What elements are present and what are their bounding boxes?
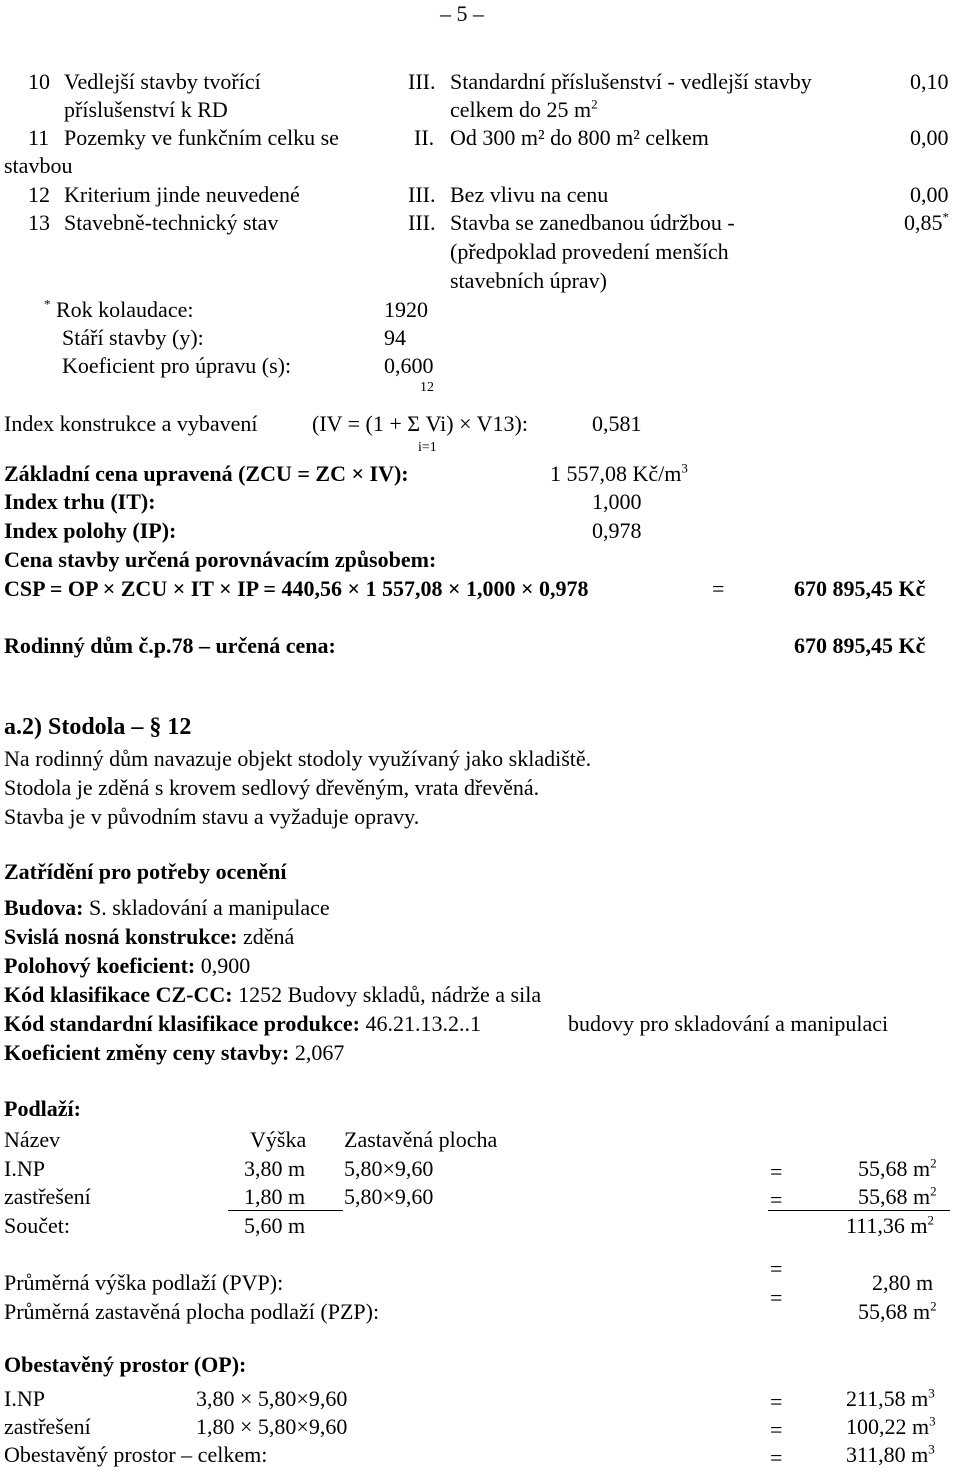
csp-formula: CSP = OP × ZCU × IT × IP = 440,56 × 1 557,08 × 1,000 × 0,978: [4, 576, 589, 601]
sum-upper-limit: 12: [420, 380, 434, 395]
op-heading: Obestavěný prostor (OP):: [4, 1352, 247, 1377]
kod-klasifikace-row: Kód klasifikace CZ-CC: 1252 Budovy skladů, nádrže a sila: [4, 982, 542, 1007]
floor-row-eq: =: [770, 1159, 783, 1184]
floor-row-vyska: 3,80 m: [244, 1156, 306, 1181]
pvp-value: 2,80 m: [872, 1270, 934, 1295]
rok-kolaudace-value: 1920: [384, 297, 428, 322]
cena-stavby-label: Cena stavby určená porovnávacím způsobem:: [4, 547, 437, 572]
criteria-num: 11: [28, 125, 50, 150]
volume-row-calc: 1,80 × 5,80×9,60: [196, 1414, 348, 1439]
volume-row-calc: 3,80 × 5,80×9,60: [196, 1386, 348, 1411]
budova-row: Budova: S. skladování a manipulace: [4, 895, 330, 920]
pzp-value: 55,68 $m^2$: [858, 1298, 937, 1324]
kod-standardni-desc: budovy pro skladování a manipulaci: [568, 1011, 889, 1036]
koeficient-zmeny-row: Koeficient změny ceny stavby: 2,067: [4, 1040, 345, 1065]
rd-cena-label: Rodinný dům č.p.78 – určená cena:: [4, 633, 336, 658]
stodola-heading: a.2) Stodola – § 12: [4, 714, 192, 740]
col-plocha: Zastavěná plocha: [344, 1127, 498, 1152]
volume-row-eq: =: [770, 1417, 783, 1442]
criteria-value: 0,10: [910, 69, 949, 94]
criteria-name: Kriterium jinde neuvedené: [64, 182, 300, 207]
criteria-desc-line2: celkem do 25 $m^2$: [450, 96, 598, 122]
index-trhu-value: 1,000: [592, 489, 642, 514]
criteria-desc: Od 300 m² do 800 m² celkem: [450, 125, 709, 150]
criteria-desc-line2: (předpoklad provedení menších: [450, 239, 729, 264]
floor-row-value: 55,68 $m^2$: [858, 1155, 937, 1181]
floor-row-plocha: 5,80×9,60: [344, 1156, 434, 1181]
csp-value: 670 895,45 Kč: [794, 576, 926, 601]
criteria-name-line2: příslušenství k RD: [64, 97, 228, 122]
criteria-num: 12: [28, 182, 50, 207]
volume-row-value: 100,22 $m^3$: [846, 1413, 936, 1439]
sum-divider-vyska: [228, 1210, 343, 1211]
volume-row-value: 211,58 $m^3$: [846, 1385, 935, 1411]
koeficient-uprava-value: 0,600: [384, 353, 434, 378]
criteria-desc: Bez vlivu na cenu: [450, 182, 609, 207]
stodola-paragraph: Na rodinný dům navazuje objekt stodoly využívaný jako skladiště.: [4, 746, 592, 771]
floor-row-name: zastřešení: [4, 1184, 91, 1209]
stodola-paragraph: Stavba je v původním stavu a vyžaduje opravy.: [4, 804, 420, 829]
floor-row-vyska: 1,80 m: [244, 1184, 306, 1209]
criteria-name-line2: stavbou: [4, 153, 73, 178]
col-nazev: Název: [4, 1127, 61, 1152]
pzp-label: Průměrná zastavěná plocha podlaží (PZP):: [4, 1299, 380, 1324]
criteria-grade: III.: [408, 69, 436, 94]
csp-equals: =: [712, 576, 725, 601]
criteria-desc-line3: stavebních úprav): [450, 268, 607, 293]
criteria-grade: II.: [414, 125, 435, 150]
criteria-value: 0,85*: [904, 209, 949, 235]
koeficient-uprava-label: Koeficient pro úpravu (s):: [62, 353, 292, 378]
sum-label: Součet:: [4, 1213, 70, 1238]
criteria-num: 13: [28, 210, 50, 235]
index-value: 0,581: [592, 411, 642, 436]
rd-cena-value: 670 895,45 Kč: [794, 633, 926, 658]
criteria-name: Pozemky ve funkčním celku se: [64, 125, 339, 150]
criteria-grade: III.: [408, 182, 436, 207]
volume-row-eq: =: [770, 1389, 783, 1414]
floor-row-name: I.NP: [4, 1156, 45, 1181]
classification-heading: Zatřídění pro potřeby ocenění: [4, 859, 287, 884]
index-polohy-value: 0,978: [592, 518, 642, 543]
sum-lower-limit: i=1: [418, 440, 437, 455]
index-trhu-label: Index trhu (IT):: [4, 489, 156, 514]
floor-row-plocha: 5,80×9,60: [344, 1184, 434, 1209]
criteria-name: Vedlejší stavby tvořící: [64, 69, 261, 94]
criteria-desc: Stavba se zanedbanou údržbou -: [450, 210, 735, 235]
criteria-num: 10: [28, 69, 50, 94]
pvp-eq: =: [770, 1256, 783, 1281]
kod-standardni-row: Kód standardní klasifikace produkce: 46.21.13.2..1: [4, 1011, 481, 1036]
criteria-value: 0,00: [910, 182, 949, 207]
volume-row-name: I.NP: [4, 1386, 45, 1411]
podlazi-heading: Podlaží:: [4, 1096, 81, 1121]
page-number: – 5 –: [440, 1, 484, 26]
zcu-value: 1 557,08 $Kč/m^3$: [550, 460, 688, 486]
col-vyska: Výška: [250, 1127, 307, 1152]
pzp-eq: =: [770, 1285, 783, 1310]
volume-total-label: Obestavěný prostor – celkem:: [4, 1442, 268, 1467]
criteria-desc: Standardní příslušenství - vedlejší stavby: [450, 69, 812, 94]
index-formula: (IV = (1 + Σ Vi) × V13):: [312, 411, 528, 436]
stari-stavby-label: Stáří stavby (y):: [62, 325, 204, 350]
sum-vyska: 5,60 m: [244, 1213, 306, 1238]
sum-value: 111,36 $m^2$: [846, 1212, 934, 1238]
svisla-konstrukce-row: Svislá nosná konstrukce: zděná: [4, 924, 295, 949]
floor-row-eq: =: [770, 1187, 783, 1212]
volume-total-value: 311,80 $m^3$: [846, 1441, 935, 1467]
criteria-grade: III.: [408, 210, 436, 235]
criteria-name: Stavebně-technický stav: [64, 210, 279, 235]
stari-stavby-value: 94: [384, 325, 406, 350]
pvp-label: Průměrná výška podlaží (PVP):: [4, 1270, 284, 1295]
stodola-paragraph: Stodola je zděná s krovem sedlový dřevěným, vrata dřevěná.: [4, 775, 540, 800]
sum-divider-value: [768, 1210, 950, 1211]
volume-total-eq: =: [770, 1445, 783, 1470]
zcu-label: Základní cena upravená (ZCU = ZC × IV):: [4, 461, 409, 486]
floor-row-value: 55,68 $m^2$: [858, 1183, 937, 1209]
index-polohy-label: Index polohy (IP):: [4, 518, 177, 543]
polohovy-koeficient-row: Polohový koeficient: 0,900: [4, 953, 251, 978]
criteria-value: 0,00: [910, 125, 949, 150]
rok-kolaudace-label: * Rok kolaudace:: [44, 296, 194, 322]
volume-row-name: zastřešení: [4, 1414, 91, 1439]
index-label: Index konstrukce a vybavení: [4, 411, 258, 436]
